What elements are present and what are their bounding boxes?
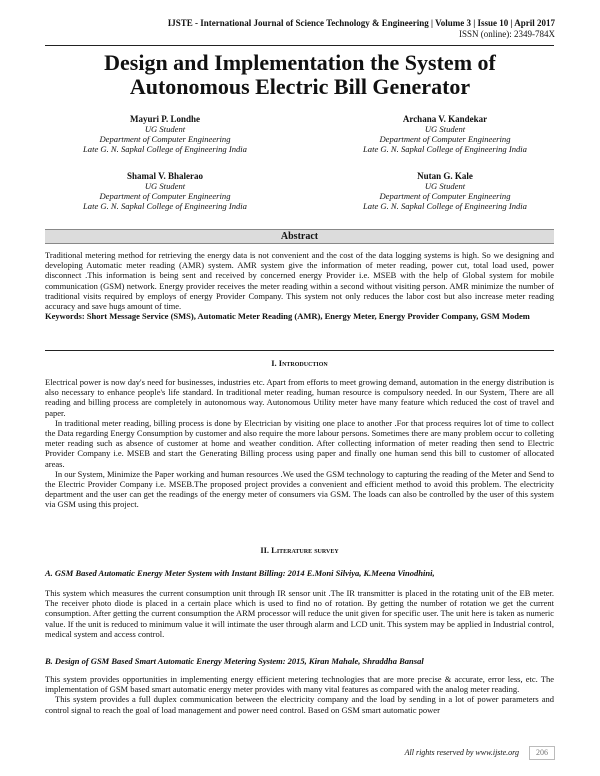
page-number: 206 bbox=[529, 746, 555, 760]
footer-rights: All rights reserved by www.ijste.org bbox=[404, 748, 519, 757]
paper-title bbox=[0, 51, 600, 99]
title-line-2: Autonomous Electric Bill Generator bbox=[129, 74, 471, 99]
author-role: UG Student bbox=[144, 181, 186, 191]
subsection-b-body bbox=[45, 674, 554, 715]
section-heading-literature-survey: II. Literature survey bbox=[260, 545, 339, 555]
author-name: Mayuri P. Londhe bbox=[130, 114, 200, 124]
title-line-1: Design and Implementation the System of bbox=[104, 50, 496, 75]
author-block bbox=[340, 171, 550, 211]
journal-header bbox=[168, 18, 555, 40]
introduction-body bbox=[45, 377, 554, 510]
abstract-rule bbox=[45, 350, 554, 351]
author-block bbox=[60, 114, 270, 154]
author-dept: Department of Computer Engineering bbox=[379, 191, 511, 201]
author-college: Late G. N. Sapkal College of Engineering India bbox=[83, 144, 247, 154]
author-role: UG Student bbox=[424, 181, 466, 191]
author-block bbox=[60, 171, 270, 211]
subsection-heading: A. GSM Based Automatic Energy Meter System with Instant Billing: 2014 E.Moni Silviya, K.Meena Vinodhini, bbox=[45, 568, 435, 578]
author-role: UG Student bbox=[144, 124, 186, 134]
keywords: Keywords: Short Message Service (SMS), Automatic Meter Reading (AMR), Energy Meter, Energy Provider Company, GSM Modem bbox=[45, 311, 530, 322]
author-block bbox=[340, 114, 550, 154]
journal-line: IJSTE - International Journal of Science Technology & Engineering | Volume 3 | Issue 10 | April 2017 bbox=[167, 18, 555, 28]
author-college: Late G. N. Sapkal College of Engineering India bbox=[363, 144, 527, 154]
section-heading-introduction: I. Introduction bbox=[271, 358, 328, 368]
paragraph: In traditional meter reading, billing process is done by Electrician by visiting one place to another .For that process requires lot of time to collect the Data regarding Energy Consumption by customer and also require the more labour persons. Sometimes there are many problem occur to colleting meter reading such as absence of customer at home and weather condition. After collecting information of meter reading then send to Electric Provider Company i.e. MSEB and start the Generating Billing process using paper and finally one human send this bill to customer of allocated areas. bbox=[45, 417, 554, 469]
abstract-heading: Abstract bbox=[45, 229, 554, 244]
paragraph: This system provides opportunities in implementing energy efficient metering technologies that are more precise & accurate, error less, etc. The implementation of GSM based smart automatic energy meter provides with many vital features as compared with the analog meter reading. bbox=[45, 674, 554, 695]
subsection-a-body: This system which measures the current consumption unit through IR sensor unit .The IR transmitter is placed in the rotating unit of the EB meter. The receiver photo diode is placed in a certain place which is used to find no of rotation. By getting the number of rotation we get the current consumption. After getting the current consumption the ARM processor will reduce the unit given for specific user. The unit here is taken as numeric value. If the unit is reduced to minimum value it will intimate the user through alarm and LCD unit. This system may be applied in Industrial control, medical system and access control. bbox=[45, 588, 554, 639]
paragraph: This system provides a full duplex communication between the electricity company and the load by sending in a lot of power parameters and control signal to reach the goal of load management and power need control. Based on GSM smart automatic power bbox=[45, 694, 554, 715]
author-dept: Department of Computer Engineering bbox=[99, 191, 231, 201]
author-college: Late G. N. Sapkal College of Engineering India bbox=[363, 201, 527, 211]
footer bbox=[405, 746, 555, 760]
author-name: Shamal V. Bhalerao bbox=[127, 171, 203, 181]
author-dept: Department of Computer Engineering bbox=[379, 134, 511, 144]
author-college: Late G. N. Sapkal College of Engineering India bbox=[83, 201, 247, 211]
paragraph: In our System, Minimize the Paper working and human resources .We used the GSM technology to capturing the reading of the Meter and Send to the Electric Provider Company i.e. MSEB.The proposed project provides a convenient and efficient method to avoid this problem. The electricity department and the user can get the readings of the energy meter of consumers via GSM. The loads can also be controlled by the user of this system via GSM using this project. bbox=[45, 468, 554, 510]
author-dept: Department of Computer Engineering bbox=[99, 134, 231, 144]
header-rule bbox=[45, 45, 554, 46]
paragraph: Electrical power is now day's need for businesses, industries etc. Apart from efforts to meet growing demand, automation in the energy distribution is also necessary to enhance people's life standard. In traditional meter reading, human resource is compulsory needed. In our System, There are all reading and billing process are completely in autonomous way. Autonomous Utility meter have many feature which reduced the cost of travel and paper. bbox=[45, 377, 554, 418]
author-name: Archana V. Kandekar bbox=[402, 114, 488, 124]
issn: ISSN (online): 2349-784X bbox=[459, 29, 555, 39]
author-role: UG Student bbox=[424, 124, 466, 134]
abstract-text: Traditional metering method for retrieving the energy data is not convenient and the cost of the data logging systems is high. So we designing and developing Automatic meter reading (AMR) system. AMR system give the information of meter reading, power cut, total load used, power disconnect .This information is being sent and received by concerned energy Provider i.e. MSEB with the help of Global system for mobile communication (GSM) network. Energy provider receives the meter reading within a second without visiting person. AMR minimize the number of traditional visits required by employs of energy Provider Company. This system not only reduces the labor cost but also increase meter reading accuracy and save hugs amount of time. bbox=[45, 250, 554, 312]
author-name: Nutan G. Kale bbox=[417, 171, 473, 181]
subsection-heading: B. Design of GSM Based Smart Automatic Energy Metering System: 2015, Kiran Mahale, Shraddha Bansal bbox=[45, 656, 424, 666]
abstract-body bbox=[45, 250, 554, 321]
